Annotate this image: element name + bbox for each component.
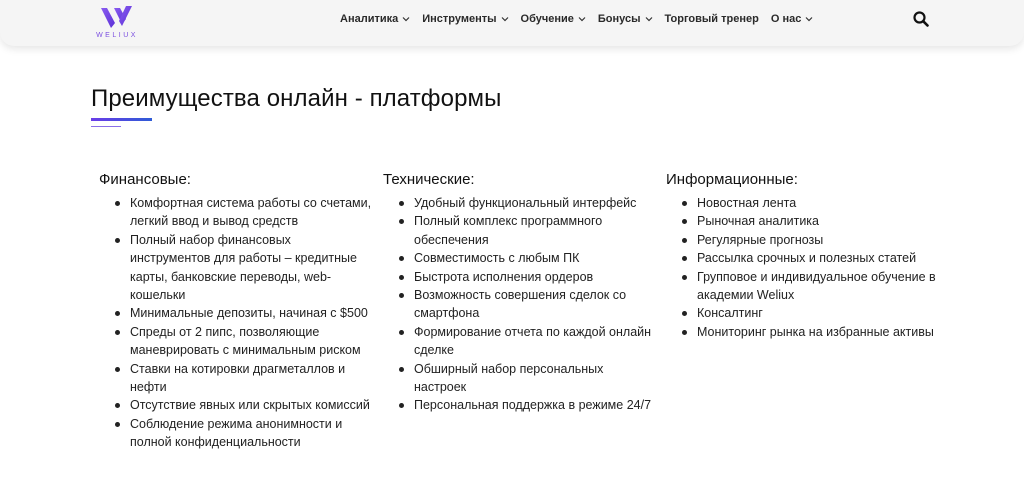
- list-item: Ставки на котировки драгметаллов и нефти: [130, 360, 374, 397]
- nav-item-education[interactable]: [521, 13, 586, 25]
- list-item: Минимальные депозиты, начиная с $500: [130, 304, 374, 322]
- nav-item-bonuses[interactable]: [598, 13, 653, 25]
- column-heading: Технические:: [383, 171, 475, 188]
- list-item: Полный набор финансовых инструментов для работы – кредитные карты, банковские переводы, web-кошельки: [130, 231, 374, 305]
- list-item: Обширный набор персональных настроек: [414, 360, 658, 397]
- chevron-down-icon: [645, 15, 653, 23]
- feature-list: [383, 194, 658, 415]
- list-item: Быстрота исполнения ордеров: [414, 268, 658, 286]
- nav-item-label: Инструменты: [422, 13, 497, 25]
- nav-item-about[interactable]: [771, 13, 814, 25]
- logo[interactable]: [92, 2, 142, 42]
- list-item: Удобный функциональный интерфейс: [414, 194, 658, 212]
- list-item: Соблюдение режима анонимности и полной конфиденциальности: [130, 415, 374, 452]
- page-title: Преимущества онлайн - платформы: [91, 85, 502, 112]
- list-item: Рыночная аналитика: [697, 212, 946, 230]
- list-item: Спреды от 2 пипс, позволяющие маневрировать с минимальным риском: [130, 323, 374, 360]
- list-item: Персональная поддержка в режиме 24/7: [414, 396, 658, 414]
- column-heading: Финансовые:: [99, 171, 191, 188]
- nav-item-analytics[interactable]: [340, 13, 410, 25]
- nav-item-label: Бонусы: [597, 13, 641, 25]
- list-item: Возможность совершения сделок со смартфона: [414, 286, 658, 323]
- list-item: Комфортная система работы со счетами, легкий ввод и вывод средств: [130, 194, 374, 231]
- list-item: Рассылка срочных и полезных статей: [697, 249, 946, 267]
- list-item: Отсутствие явных или скрытых комиссий: [130, 396, 374, 414]
- list-item: Формирование отчета по каждой онлайн сделке: [414, 323, 658, 360]
- feature-list: [99, 194, 374, 452]
- main-nav: [340, 13, 825, 25]
- title-underline-accent: [91, 126, 121, 127]
- column-heading: Информационные:: [666, 171, 798, 188]
- financial-column: [99, 171, 374, 452]
- logo-text: WELIUX: [96, 32, 138, 39]
- list-item: Регулярные прогнозы: [697, 231, 946, 249]
- nav-item-trading-trainer[interactable]: [665, 13, 759, 25]
- chevron-down-icon: [402, 15, 410, 23]
- chevron-down-icon: [805, 15, 813, 23]
- list-item: Мониторинг рынка на избранные активы: [697, 323, 946, 341]
- site-header: [0, 0, 1024, 46]
- list-item: Консалтинг: [697, 304, 946, 322]
- search-icon[interactable]: [913, 11, 929, 27]
- feature-list: [666, 194, 946, 341]
- list-item: Совместимость с любым ПК: [414, 249, 658, 267]
- nav-item-label: О нас: [770, 13, 802, 25]
- list-item: Полный комплекс программного обеспечения: [414, 212, 658, 249]
- title-underline: [91, 118, 152, 121]
- information-column: [666, 171, 946, 341]
- chevron-down-icon: [501, 15, 509, 23]
- list-item: Новостная лента: [697, 194, 946, 212]
- nav-item-label: Аналитика: [340, 13, 399, 25]
- chevron-down-icon: [578, 15, 586, 23]
- nav-item-label: Торговый тренер: [664, 13, 759, 25]
- nav-item-label: Обучение: [520, 13, 574, 25]
- list-item: Групповое и индивидуальное обучение в академии Weliux: [697, 268, 946, 305]
- nav-item-tools[interactable]: [422, 13, 508, 25]
- logo-icon: [92, 2, 142, 32]
- technical-column: [383, 171, 658, 415]
